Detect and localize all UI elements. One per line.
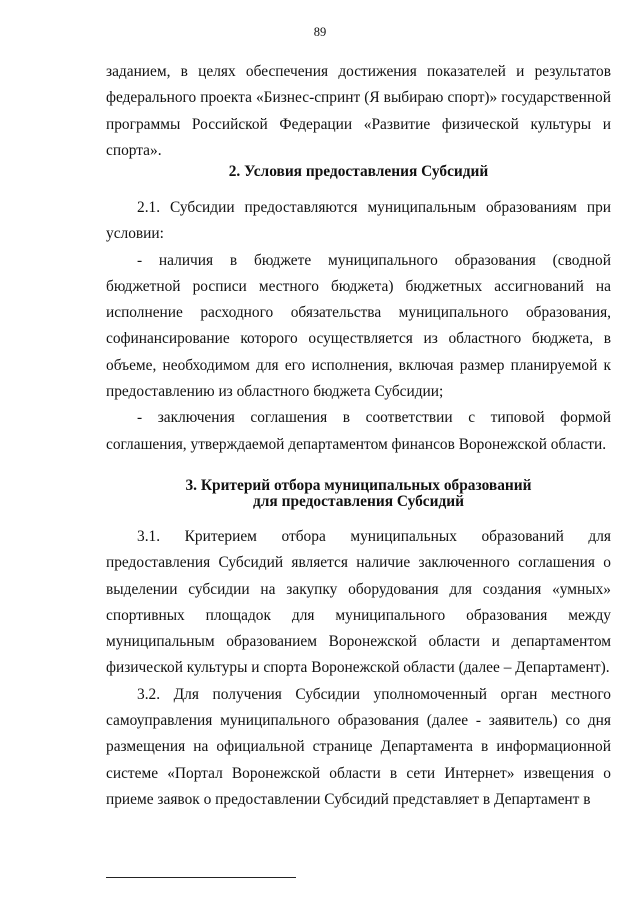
footnote-separator xyxy=(106,877,296,878)
section-2-heading: 2. Условия предоставления Субсидий xyxy=(228,163,489,180)
section-2-paragraph-3: - заключения соглашения в соответствии с типовой формой соглашения, утверждаемой департаментом финансов Воронежской области. xyxy=(106,409,611,453)
section-3-paragraph-2: 3.2. Для получения Субсидии уполномоченный орган местного самоуправления муниципального образования (далее - заявитель) со дня размещения на официальной странице Департамента в информационной системе «Портал Воронежской области в сети Интернет» извещения о приеме заявок о предоставлении Субсидий представляет в Департамент в xyxy=(106,685,611,808)
page-number: 89 xyxy=(313,25,327,39)
section-3-body xyxy=(106,524,611,813)
intro-block xyxy=(106,59,611,164)
section-3-heading-block xyxy=(106,478,611,510)
section-2-heading-block xyxy=(106,164,611,180)
section-3-heading-line-1: 3. Критерий отбора муниципальных образований xyxy=(185,477,532,494)
section-3-paragraph-1: 3.1. Критерием отбора муниципальных образований для предоставления Субсидий является наличие заключенного соглашения о выделении субсидии на закупку оборудования для создания «умных» спортивных площадок для муниципального образования между муниципальным образованием Воронежской области и департаментом физической культуры и спорта Воронежской области (далее – Департамент). xyxy=(106,528,611,677)
section-2-body xyxy=(106,195,611,458)
section-2-paragraph-1: 2.1. Субсидии предоставляются муниципальным образованиям при условии: xyxy=(106,199,611,243)
section-3-heading-line-2: для предоставления Субсидий xyxy=(252,493,465,510)
section-2-paragraph-2: - наличия в бюджете муниципального образования (сводной бюджетной росписи местного бюджета) бюджетных ассигнований на исполнение расходного обязательства муниципального образования, софинансирование которого осуществляется из областного бюджета, в объеме, необходимом для его исполнения, включая размер планируемой к предоставлению из областного бюджета Субсидии; xyxy=(106,251,611,401)
intro-paragraph: заданием, в целях обеспечения достижения показателей и результатов федерального проекта «Бизнес-спринт (Я выбираю спорт)» государственной программы Российской Федерации «Развитие физической культуры и спорта». xyxy=(106,63,611,159)
